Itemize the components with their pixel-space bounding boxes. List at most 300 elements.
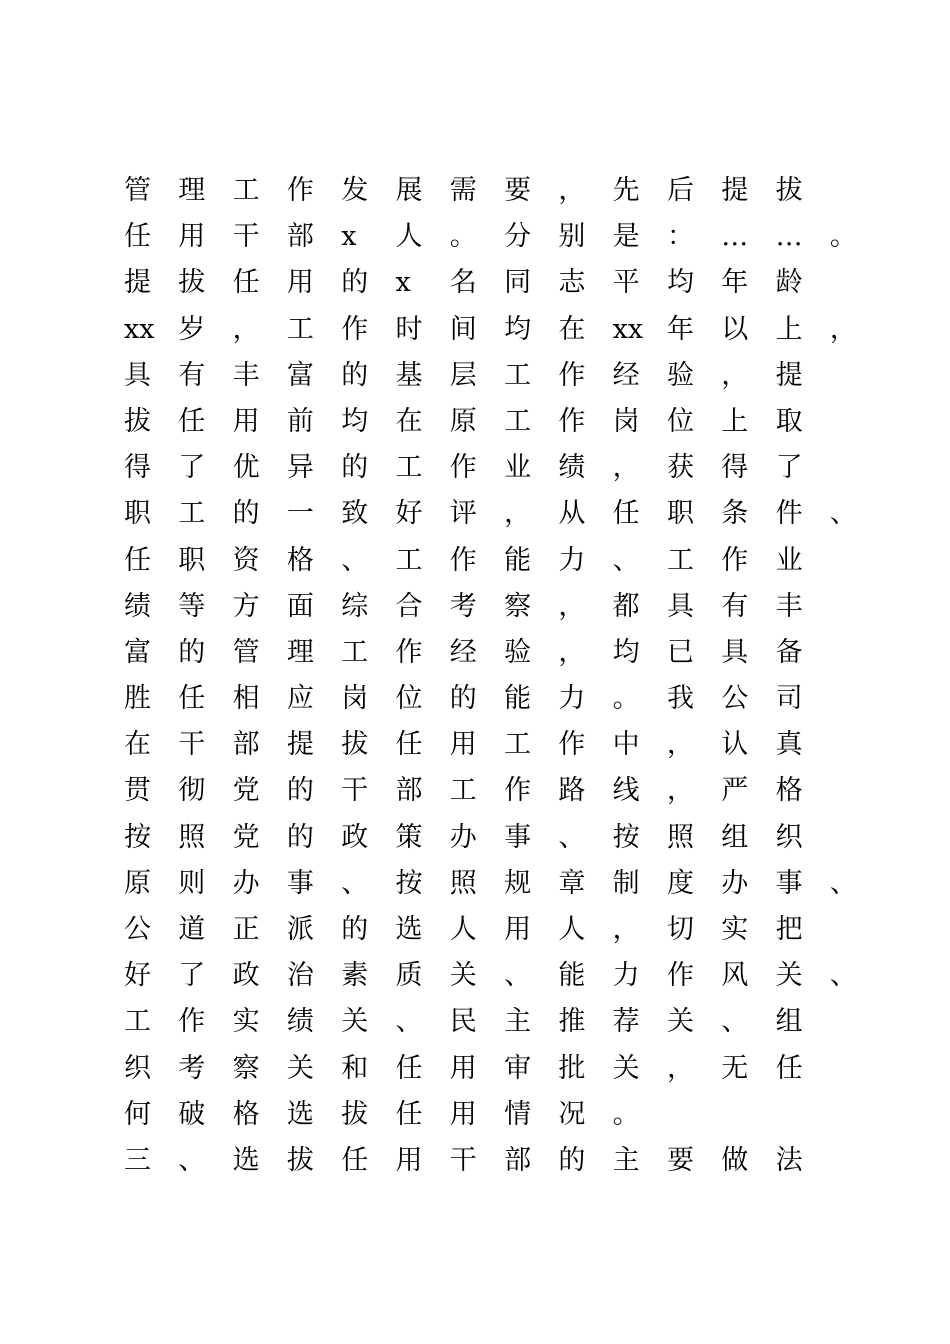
text-char: 织 [124, 1052, 151, 1084]
text-line [124, 630, 854, 676]
text-char: 作 [666, 960, 694, 992]
text-line [124, 584, 854, 630]
text-char: 路 [558, 775, 586, 807]
text-char: 绩 [558, 452, 586, 484]
text-char: 把 [775, 914, 803, 945]
text-char: 任 [341, 1144, 369, 1176]
text-char: 都 [612, 590, 640, 622]
text-char: 一 [286, 498, 314, 530]
text-char: 风 [721, 960, 749, 992]
text-char: 富 [124, 636, 151, 668]
text-line [124, 353, 854, 399]
text-char: 用 [449, 1098, 477, 1130]
text-char: 异 [286, 452, 314, 484]
text-char: 年 [721, 267, 749, 299]
text-char: 的 [341, 914, 369, 945]
text-char: 事 [504, 821, 532, 853]
text-line [124, 722, 854, 768]
text-char: 关 [612, 1052, 640, 1084]
text-char: 干 [178, 729, 206, 761]
text-char: 情 [504, 1098, 532, 1130]
text-char: 组 [775, 1006, 803, 1038]
text-char: 管 [232, 636, 260, 668]
text-char: 具 [721, 636, 749, 668]
text-char: 取 [775, 405, 803, 437]
text-char: 要 [504, 175, 532, 206]
text-char: 职 [178, 544, 206, 576]
text-char: 拔 [341, 1098, 369, 1130]
text-char: x [341, 221, 357, 253]
text-line [124, 168, 854, 214]
text-char: 了 [775, 452, 803, 484]
text-char: 件 [775, 498, 803, 530]
text-char: 作 [558, 729, 586, 761]
text-char: 优 [232, 452, 260, 484]
text-char: 以 [721, 313, 749, 345]
text-char: ： [666, 221, 694, 253]
text-char: 能 [504, 683, 532, 715]
text-char: 考 [178, 1052, 206, 1084]
text-char: 后 [666, 175, 694, 206]
text-char: 工 [504, 405, 532, 437]
text-char: 任 [232, 267, 260, 299]
text-char: 好 [395, 498, 423, 530]
text-char: 均 [666, 267, 694, 299]
text-char: 理 [178, 175, 206, 206]
text-char: 丰 [775, 590, 803, 622]
text-char: 的 [341, 359, 369, 391]
text-char: 照 [178, 821, 206, 853]
text-char: 任 [178, 683, 206, 715]
text-char: 富 [286, 359, 314, 391]
text-char: 作 [449, 452, 477, 484]
text-char: 织 [775, 821, 803, 853]
text-char: 关 [666, 1006, 694, 1038]
text-char: 、 [829, 498, 857, 530]
text-line [124, 953, 857, 999]
text-char: 已 [666, 636, 694, 668]
text-char: xx [124, 313, 155, 345]
text-char: 法 [775, 1144, 803, 1176]
text-char: 具 [666, 590, 694, 622]
text-char: 的 [558, 1144, 586, 1176]
text-char: 政 [341, 821, 369, 853]
text-char: 作 [286, 175, 314, 206]
text-char: 质 [395, 960, 423, 992]
text-char: … [721, 221, 749, 253]
text-char: 位 [395, 683, 423, 715]
text-char: 贯 [124, 775, 151, 807]
text-char: 度 [666, 867, 694, 899]
text-char: 照 [666, 821, 694, 853]
text-char: 同 [504, 267, 532, 299]
text-char: 用 [395, 1144, 423, 1176]
text-char: 的 [341, 452, 369, 484]
text-char: 的 [286, 775, 314, 807]
text-char: 在 [558, 313, 586, 345]
text-char: 提 [124, 267, 151, 299]
text-char: 基 [395, 359, 423, 391]
text-char: 工 [666, 544, 694, 576]
text-char: 工 [449, 775, 477, 807]
text-line [124, 1138, 854, 1184]
text-char: 干 [449, 1144, 477, 1176]
text-char: 管 [124, 175, 151, 206]
text-char: 严 [721, 775, 749, 807]
text-char: 切 [666, 914, 694, 945]
text-char: 原 [449, 405, 477, 437]
text-char: 选 [395, 914, 423, 945]
text-line [124, 214, 857, 260]
text-char: 职 [124, 498, 151, 530]
text-char: 业 [775, 544, 803, 576]
text-char: 致 [341, 498, 369, 530]
text-char: 政 [232, 960, 260, 992]
text-char: 实 [721, 914, 749, 945]
text-char: ， [666, 1052, 694, 1084]
text-char: 能 [558, 960, 586, 992]
text-char: 中 [612, 729, 640, 761]
text-char: 人 [449, 914, 477, 945]
text-char: 真 [775, 729, 803, 761]
text-char: 部 [395, 775, 423, 807]
text-char: 彻 [178, 775, 206, 807]
text-char: 方 [232, 590, 260, 622]
text-char: 岗 [612, 405, 640, 437]
text-char: 干 [232, 221, 260, 253]
text-char: 的 [341, 267, 369, 299]
text-char: 理 [286, 636, 314, 668]
text-char: 做 [721, 1144, 749, 1176]
text-char: ， [721, 359, 749, 391]
text-char: 正 [232, 914, 260, 945]
text-char: 原 [124, 867, 151, 899]
text-line [124, 999, 854, 1045]
text-char: 党 [232, 775, 260, 807]
text-char: 时 [395, 313, 423, 345]
text-char: 有 [178, 359, 206, 391]
text-line [124, 307, 857, 353]
text-char: 了 [178, 960, 206, 992]
text-char: 认 [721, 729, 749, 761]
text-char: 在 [124, 729, 151, 761]
text-char: 工 [395, 544, 423, 576]
text-char: 具 [124, 359, 151, 391]
text-line [124, 1092, 854, 1138]
text-char: 丰 [232, 359, 260, 391]
text-char: 拔 [286, 1144, 314, 1176]
text-char: 我 [666, 683, 694, 715]
text-char: 组 [721, 821, 749, 853]
text-char: 作 [558, 359, 586, 391]
text-line [124, 538, 854, 584]
text-char: 提 [721, 175, 749, 206]
text-char: 、 [721, 1006, 749, 1038]
text-line [124, 676, 854, 722]
text-char: 选 [232, 1144, 260, 1176]
text-char: 备 [775, 636, 803, 668]
text-char: 用 [449, 1052, 477, 1084]
text-char: 等 [178, 590, 206, 622]
text-char: 名 [449, 267, 477, 299]
text-line [124, 815, 854, 861]
text-char: 上 [775, 313, 803, 345]
text-char: 志 [558, 267, 586, 299]
text-char: 用 [286, 267, 314, 299]
text-char: 工 [341, 636, 369, 668]
text-char: ， [666, 775, 694, 807]
text-char: 何 [124, 1098, 151, 1130]
text-char: 先 [612, 175, 640, 206]
text-char: 业 [504, 452, 532, 484]
text-char: 。 [612, 1098, 640, 1130]
text-char: 格 [232, 1098, 260, 1130]
text-char: 均 [341, 405, 369, 437]
text-char: 部 [504, 1144, 532, 1176]
text-char: 任 [395, 1098, 423, 1130]
text-char: 岗 [341, 683, 369, 715]
text-char: 作 [341, 313, 369, 345]
text-char: 司 [775, 683, 803, 715]
text-char: ， [558, 175, 586, 206]
text-char: 章 [558, 867, 586, 899]
text-char: 道 [178, 914, 206, 945]
text-char: 条 [721, 498, 749, 530]
text-char: 任 [395, 729, 423, 761]
text-char: 工 [504, 729, 532, 761]
text-char: 用 [178, 221, 206, 253]
text-char: ， [232, 313, 260, 345]
text-char: xx [612, 313, 644, 345]
text-char: 用 [232, 405, 260, 437]
text-char: 素 [341, 960, 369, 992]
text-char: 、 [341, 544, 369, 576]
text-char: 干 [341, 775, 369, 807]
text-char: 任 [612, 498, 640, 530]
text-char: 三 [124, 1144, 151, 1176]
text-char: 无 [721, 1052, 749, 1084]
text-char: 年 [666, 313, 694, 345]
text-char: 工 [395, 452, 423, 484]
text-char: 绩 [286, 1006, 314, 1038]
text-char: 作 [178, 1006, 206, 1038]
text-char: ， [666, 729, 694, 761]
text-char: 按 [124, 821, 151, 853]
text-char: 主 [612, 1144, 640, 1176]
text-char: 策 [395, 821, 423, 853]
text-char: 作 [558, 405, 586, 437]
text-char: 作 [504, 775, 532, 807]
text-char: 职 [666, 498, 694, 530]
text-char: 制 [612, 867, 640, 899]
text-char: 平 [612, 267, 640, 299]
text-char: 考 [449, 590, 477, 622]
text-char: 获 [666, 452, 694, 484]
text-char: 公 [124, 914, 151, 945]
text-char: 面 [286, 590, 314, 622]
text-char: 均 [504, 313, 532, 345]
text-char: 破 [178, 1098, 206, 1130]
text-char: 间 [449, 313, 477, 345]
text-char: 、 [558, 821, 586, 853]
text-line [124, 399, 854, 445]
text-char: 规 [504, 867, 532, 899]
text-char: 得 [124, 452, 151, 484]
text-char: 况 [558, 1098, 586, 1130]
text-char: 均 [612, 636, 640, 668]
text-char: ， [612, 452, 640, 484]
text-char: 部 [286, 221, 314, 253]
text-char: 选 [286, 1098, 314, 1130]
text-char: 事 [775, 867, 803, 899]
text-char: 胜 [124, 683, 151, 715]
text-char: 拔 [775, 175, 803, 206]
text-char: 经 [449, 636, 477, 668]
text-char: 的 [449, 683, 477, 715]
text-char: 察 [504, 590, 532, 622]
text-char: 察 [232, 1052, 260, 1084]
text-char: 要 [666, 1144, 694, 1176]
text-char: 验 [504, 636, 532, 668]
text-char: 提 [286, 729, 314, 761]
text-char: 位 [666, 405, 694, 437]
text-char: 、 [178, 1144, 206, 1176]
text-char: 合 [395, 590, 423, 622]
text-char: 的 [178, 636, 206, 668]
text-char: 任 [775, 1052, 803, 1084]
text-char: 作 [721, 544, 749, 576]
text-char: 好 [124, 960, 151, 992]
text-char: 照 [449, 867, 477, 899]
text-char: 了 [178, 452, 206, 484]
text-char: 办 [449, 821, 477, 853]
text-char: 办 [232, 867, 260, 899]
text-char: ， [612, 914, 640, 945]
text-char: 人 [395, 221, 423, 253]
text-line [124, 768, 854, 814]
text-char: 经 [612, 359, 640, 391]
text-char: 得 [721, 452, 749, 484]
text-char: 绩 [124, 590, 151, 622]
text-char: 的 [286, 821, 314, 853]
text-char: 、 [504, 960, 532, 992]
text-char: 力 [558, 683, 586, 715]
text-char: 部 [232, 729, 260, 761]
text-char: 应 [286, 683, 314, 715]
text-char: 治 [286, 960, 314, 992]
text-char: 公 [721, 683, 749, 715]
text-char: 关 [341, 1006, 369, 1038]
text-char: 、 [829, 867, 857, 899]
text-char: 。 [612, 683, 640, 715]
text-char: 、 [612, 544, 640, 576]
text-char: 线 [612, 775, 640, 807]
text-char: 任 [178, 405, 206, 437]
document-body [124, 168, 857, 1184]
text-char: 。 [829, 221, 857, 253]
text-line [124, 491, 857, 537]
text-char: 是 [612, 221, 640, 253]
text-char: 能 [504, 544, 532, 576]
text-char: 拔 [178, 267, 206, 299]
text-char: 实 [232, 1006, 260, 1038]
text-char: 党 [232, 821, 260, 853]
text-char: 民 [449, 1006, 477, 1038]
text-char: 、 [829, 960, 857, 992]
text-char: 审 [504, 1052, 532, 1084]
text-char: 任 [124, 544, 151, 576]
text-char: 关 [775, 960, 803, 992]
text-char: 事 [286, 867, 314, 899]
text-line [124, 260, 854, 306]
text-char: 提 [775, 359, 803, 391]
text-char: 按 [395, 867, 423, 899]
text-char: 从 [558, 498, 586, 530]
text-char: ， [558, 590, 586, 622]
text-char: 任 [124, 221, 151, 253]
text-char: 和 [341, 1052, 369, 1084]
text-char: 评 [449, 498, 477, 530]
text-char: 作 [395, 636, 423, 668]
text-char: 岁 [178, 313, 206, 345]
text-char: 关 [449, 960, 477, 992]
text-line [124, 907, 854, 953]
text-char: 、 [395, 1006, 423, 1038]
text-char: ， [504, 498, 532, 530]
text-char: 力 [612, 960, 640, 992]
text-char: 人 [558, 914, 586, 945]
text-char: 办 [721, 867, 749, 899]
text-char: 工 [178, 498, 206, 530]
text-char: 层 [449, 359, 477, 391]
text-char: 推 [558, 1006, 586, 1038]
text-char: 、 [341, 867, 369, 899]
text-char: 拔 [341, 729, 369, 761]
text-char: 别 [558, 221, 586, 253]
text-char: 工 [286, 313, 314, 345]
text-char: 有 [721, 590, 749, 622]
text-char: … [775, 221, 803, 253]
text-char: 相 [232, 683, 260, 715]
text-char: 验 [666, 359, 694, 391]
text-char: 任 [395, 1052, 423, 1084]
text-char: 资 [232, 544, 260, 576]
text-char: 用 [449, 729, 477, 761]
text-char: 上 [721, 405, 749, 437]
text-char: 用 [504, 914, 532, 945]
text-char: 龄 [775, 267, 803, 299]
text-line [124, 1046, 854, 1092]
text-char: 综 [341, 590, 369, 622]
text-char: 工 [504, 359, 532, 391]
text-char: 前 [286, 405, 314, 437]
text-line [124, 861, 857, 907]
text-char: 拔 [124, 405, 151, 437]
text-char: 荐 [612, 1006, 640, 1038]
text-char: 分 [504, 221, 532, 253]
text-char: 工 [232, 175, 260, 206]
text-char: 派 [286, 914, 314, 945]
text-char: 则 [178, 867, 206, 899]
text-line [124, 445, 854, 491]
text-char: 的 [232, 498, 260, 530]
text-char: 工 [124, 1006, 151, 1038]
text-char: 格 [775, 775, 803, 807]
text-char: ， [558, 636, 586, 668]
text-char: 力 [558, 544, 586, 576]
text-char: 。 [449, 221, 477, 253]
text-char: ， [829, 313, 857, 345]
